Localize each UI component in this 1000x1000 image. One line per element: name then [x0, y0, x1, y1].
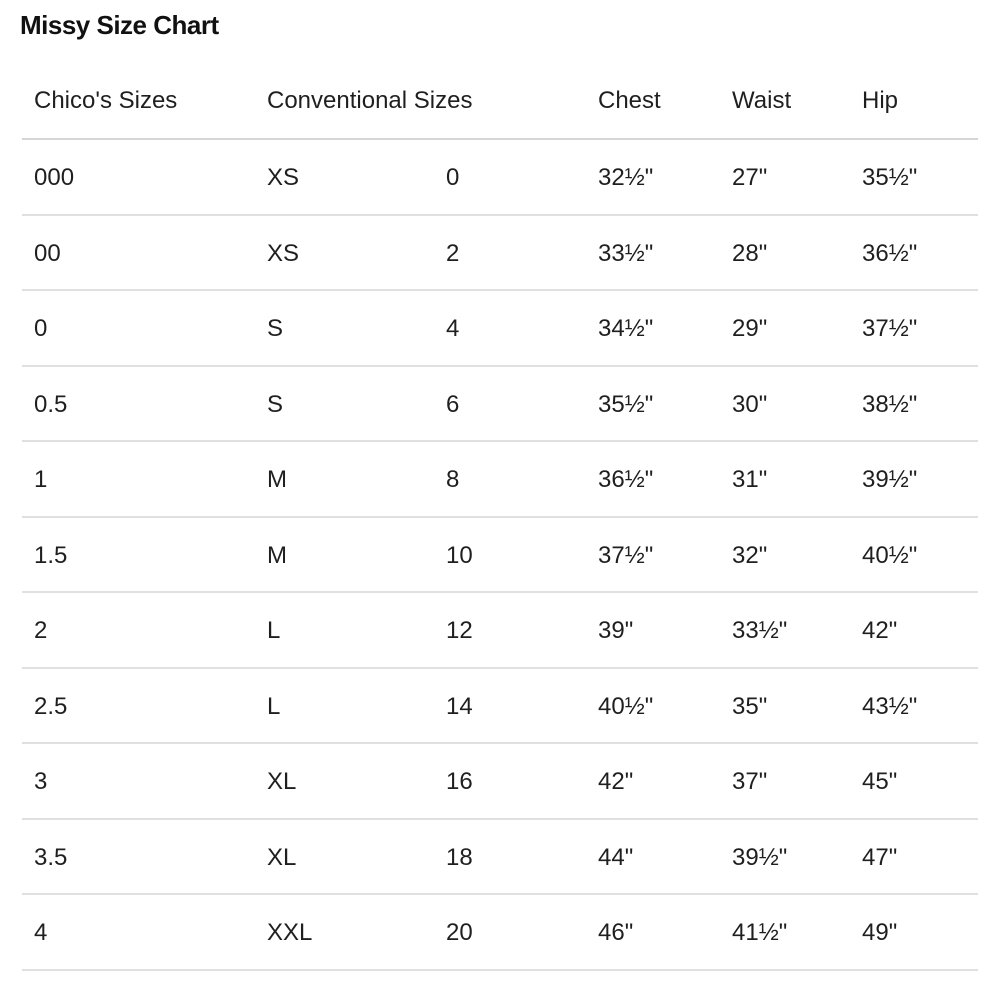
cell-hip: 39½" [862, 466, 918, 493]
cell-waist: 37" [732, 768, 768, 795]
header-waist: Waist [732, 87, 792, 114]
cell-waist: 29" [732, 315, 768, 342]
cell-chest: 32½" [598, 164, 654, 191]
cell-hip: 37½" [862, 315, 918, 342]
cell-chest: 34½" [598, 315, 654, 342]
cell-waist: 35" [732, 692, 768, 720]
cell-chest: 35½" [598, 390, 654, 418]
cell-hip: 40½" [862, 541, 918, 569]
cell-conventional-number: 12 [446, 617, 473, 644]
cell-chest: 33½" [598, 239, 654, 267]
cell-hip: 36½" [862, 239, 918, 267]
cell-conventional-letter: L [267, 692, 281, 720]
cell-chest: 46" [598, 919, 634, 946]
cell-waist: 39½" [732, 843, 788, 871]
table-row [22, 140, 978, 216]
cell-chest: 44" [598, 843, 634, 871]
cell-conventional-number: 14 [446, 692, 473, 720]
cell-conventional-letter: S [267, 390, 284, 418]
cell-chest: 37½" [598, 541, 654, 569]
cell-conventional-number: 16 [446, 768, 473, 795]
cell-waist: 32" [732, 541, 768, 569]
table-row [22, 669, 978, 745]
cell-chicos-size: 3.5 [34, 843, 68, 871]
cell-chicos-size: 0.5 [34, 390, 68, 418]
table-body [22, 140, 978, 971]
header-conventional-sizes: Conventional Sizes [267, 87, 473, 114]
cell-hip: 49" [862, 919, 898, 946]
cell-hip: 35½" [862, 164, 918, 191]
table-row [22, 442, 978, 518]
cell-chest: 36½" [598, 466, 654, 493]
cell-conventional-number: 2 [446, 239, 460, 267]
cell-conventional-letter: XXL [267, 919, 313, 946]
cell-conventional-letter: XL [267, 768, 297, 795]
cell-waist: 41½" [732, 919, 788, 946]
table-row [22, 367, 978, 443]
table-row [22, 518, 978, 594]
cell-chicos-size: 00 [34, 239, 61, 267]
cell-hip: 43½" [862, 692, 918, 720]
cell-chicos-size: 1.5 [34, 541, 68, 569]
cell-chicos-size: 2.5 [34, 692, 68, 720]
cell-hip: 45" [862, 768, 898, 795]
cell-conventional-number: 8 [446, 466, 460, 493]
cell-waist: 28" [732, 239, 768, 267]
cell-chest: 42" [598, 768, 634, 795]
cell-chicos-size: 1 [34, 466, 48, 493]
cell-chest: 40½" [598, 692, 654, 720]
cell-chicos-size: 000 [34, 164, 75, 191]
table-row [22, 820, 978, 896]
cell-conventional-letter: XS [267, 239, 300, 267]
cell-waist: 33½" [732, 617, 788, 644]
cell-hip: 47" [862, 843, 898, 871]
cell-waist: 27" [732, 164, 768, 191]
header-chest: Chest [598, 87, 661, 114]
header-chicos-sizes: Chico's Sizes [34, 87, 178, 114]
cell-waist: 30" [732, 390, 768, 418]
size-table [22, 65, 978, 971]
cell-chicos-size: 3 [34, 768, 48, 795]
cell-conventional-number: 18 [446, 843, 473, 871]
cell-conventional-number: 20 [446, 919, 473, 946]
table-header-row [22, 65, 978, 140]
table-row [22, 216, 978, 292]
cell-chicos-size: 4 [34, 919, 48, 946]
cell-conventional-number: 6 [446, 390, 460, 418]
cell-conventional-letter: XL [267, 843, 297, 871]
cell-conventional-letter: XS [267, 164, 300, 191]
header-hip: Hip [862, 87, 899, 114]
cell-waist: 31" [732, 466, 768, 493]
cell-conventional-letter: S [267, 315, 284, 342]
cell-conventional-letter: L [267, 617, 281, 644]
table-row [22, 895, 978, 971]
cell-conventional-letter: M [267, 541, 287, 569]
cell-chicos-size: 0 [34, 315, 48, 342]
cell-chicos-size: 2 [34, 617, 48, 644]
table-row [22, 291, 978, 367]
cell-conventional-number: 0 [446, 164, 460, 191]
table-row [22, 593, 978, 669]
cell-hip: 42" [862, 617, 898, 644]
page-title: Missy Size Chart [20, 10, 219, 40]
cell-conventional-number: 4 [446, 315, 460, 342]
cell-chest: 39" [598, 617, 634, 644]
cell-hip: 38½" [862, 390, 918, 418]
cell-conventional-number: 10 [446, 541, 473, 569]
cell-conventional-letter: M [267, 466, 287, 493]
table-row [22, 744, 978, 820]
